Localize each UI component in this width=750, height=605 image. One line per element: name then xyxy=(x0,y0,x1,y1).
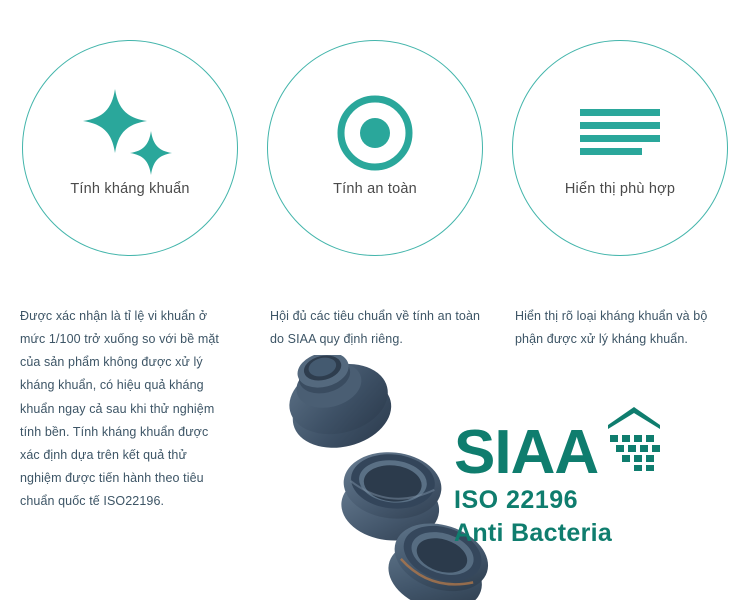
feature-circle xyxy=(267,40,483,256)
sparkle-icon xyxy=(23,85,237,181)
feature-circle xyxy=(512,40,728,256)
lines-icon xyxy=(513,85,727,181)
siaa-anti-bacteria-label: Anti Bacteria xyxy=(454,519,613,547)
siaa-logo-top xyxy=(454,405,732,488)
feature-caption: Tính an toàn xyxy=(333,181,417,197)
description-safety: Hội đủ các tiêu chuẩn về tính an toàn do SIAA quy định riêng. xyxy=(270,309,481,347)
feature-circle-row xyxy=(0,40,750,256)
feature-caption: Tính kháng khuẩn xyxy=(70,181,190,197)
siaa-logo-block xyxy=(454,405,732,548)
description-display: Hiển thị rõ loại kháng khuẩn và bộ phận được xử lý kháng khuẩn. xyxy=(515,309,708,347)
feature-display xyxy=(506,40,734,256)
concentric-circle-icon xyxy=(268,85,482,181)
siaa-wordmark: SIAA xyxy=(454,418,599,488)
siaa-iso-standard: ISO 22196 xyxy=(454,486,579,514)
feature-caption: Hiển thị phù hợp xyxy=(564,181,676,197)
feature-safety xyxy=(261,40,489,256)
siaa-dot-pattern-icon xyxy=(604,405,664,476)
feature-circle xyxy=(22,40,238,256)
description-antibacterial: Được xác nhận là tỉ lệ vi khuẩn ở mức 1/100 trở xuống so với bề mặt của sản phẩm không được xử lý kháng khuẩn, có hiệu quả kháng khuẩn ngay cả sau khi thử nghiệm tính bền. Tính kháng khuẩn được xác định dựa trên kết quả thử nghiệm được tiến hành theo tiêu chuẩn quốc tế ISO22196. xyxy=(20,309,219,508)
feature-antibacterial xyxy=(16,40,244,256)
